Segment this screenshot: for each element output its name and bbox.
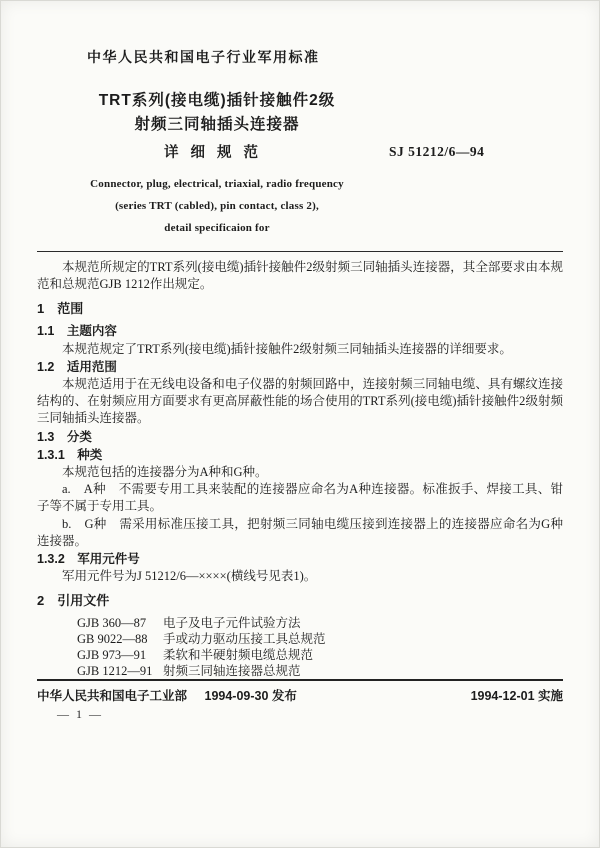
class-g-item: b. G种 需采用标准压接工具，把射频三同轴电缆压接到连接器上的连接器应命名为G种连接器。 [37, 516, 563, 548]
section-1-1-body: 本规范规定了TRT系列(接电缆)插针接触件2级射频三同轴插头连接器的详细要求。 [62, 341, 512, 356]
section-1-2-heading: 1.2 适用范围 [37, 359, 117, 374]
footer [37, 686, 563, 704]
footer-issuer-block [37, 686, 297, 704]
section-1-3-2-heading: 1.3.2 军用元件号 [37, 552, 140, 567]
intro-paragraph: 本规范所规定的TRT系列(接电缆)插针接触件2级射频三同轴插头连接器，其全部要求由本规范和总规范GJB 1212作出规定。 [37, 260, 563, 292]
standard-type-label: 中华人民共和国电子行业军用标准 [87, 49, 320, 65]
english-title-line-2: (series TRT (cabled), pin contact, class 2), [115, 200, 319, 212]
effective-date: 1994-12-01 实施 [470, 689, 563, 703]
issuing-authority: 中华人民共和国电子工业部 [37, 689, 188, 703]
page-number: — 1 — [57, 707, 103, 721]
reference-code: GB 9022—88 [77, 632, 148, 647]
detail-spec-label: 详细规范 [164, 145, 270, 161]
reference-item [77, 647, 563, 663]
document-title-line-1: TRT系列(接电缆)插针接触件2级 [98, 92, 336, 109]
footer-divider-rule [37, 679, 563, 681]
reference-title: 射频三同轴连接器总规范 [163, 664, 301, 679]
english-title-line-1: Connector, plug, electrical, triaxial, radio frequency [90, 178, 344, 190]
section-1-3-2-body: 军用元件号为J 51212/6—××××(横线号见表1)。 [62, 569, 317, 584]
document-title-line-2: 射频三同轴插头连接器 [134, 116, 300, 133]
standard-number: SJ 51212/6—94 [389, 144, 485, 159]
english-title-line-3: detail specificaion for [164, 222, 270, 234]
reference-title: 电子及电子元件试验方法 [163, 616, 301, 631]
section-2-heading: 2 引用文件 [37, 593, 110, 609]
reference-code: GJB 360—87 [77, 616, 147, 631]
section-1-3-heading: 1.3 分类 [37, 429, 92, 444]
section-1-3-1-body: 本规范包括的连接器分为A种和G种。 [62, 465, 268, 480]
class-a-item: a. A种 不需要专用工具来装配的连接器应命名为A种连接器。标准扳手、焊接工具、钳子等不属于专用工具。 [37, 482, 563, 514]
section-1-2-body: 本规范适用于在无线电设备和电子仪器的射频回路中，连接射频三同轴电缆、具有螺纹连接结构的、在射频应用方面要求有更高屏蔽性能的场合使用的TRT系列(接电缆)插针接触件2级射频三同轴插头连接器。 [37, 377, 563, 426]
reference-list [77, 615, 563, 679]
reference-code: GJB 1212—91 [77, 664, 153, 679]
reference-item [77, 615, 563, 631]
section-1-3-1-heading: 1.3.1 种类 [37, 447, 103, 462]
title-block [37, 89, 485, 239]
issue-date: 1994-09-30 发布 [204, 689, 297, 703]
reference-title: 柔软和半硬射频电缆总规范 [163, 648, 314, 663]
title-divider-rule [37, 251, 563, 252]
section-1-1-heading: 1.1 主题内容 [37, 324, 117, 339]
section-1-heading: 1 范围 [37, 301, 84, 317]
reference-item [77, 663, 563, 679]
spec-title-row [37, 141, 485, 165]
reference-title: 手或动力驱动压接工具总规范 [163, 632, 326, 647]
reference-item [77, 631, 563, 647]
english-title-block [37, 173, 397, 239]
reference-code: GJB 973—91 [77, 648, 147, 663]
